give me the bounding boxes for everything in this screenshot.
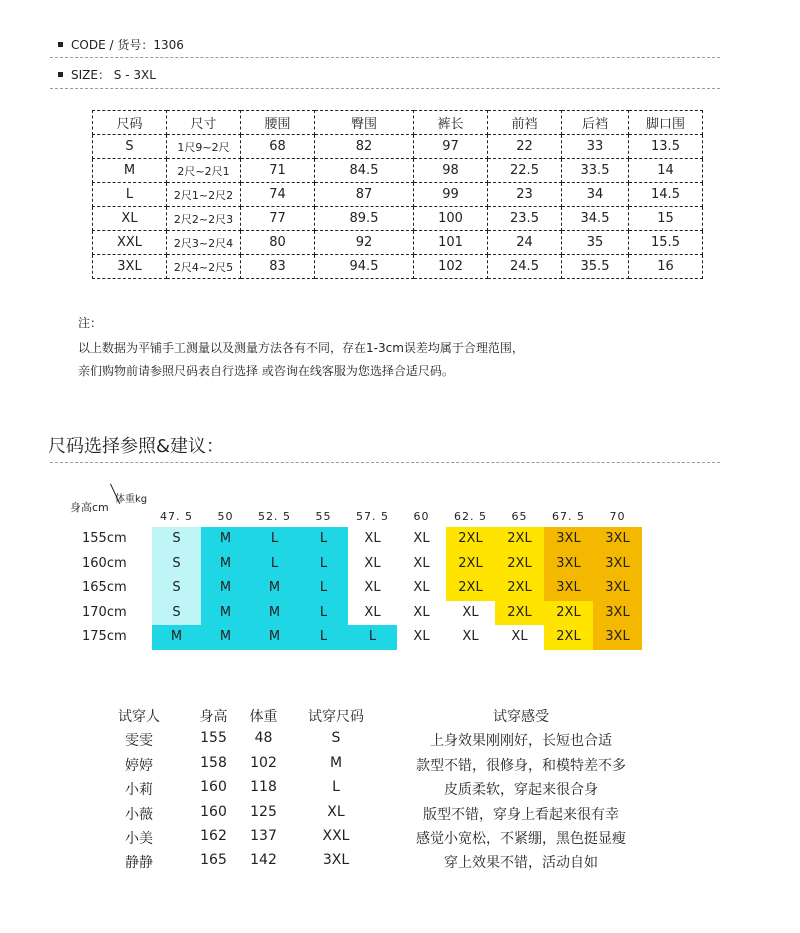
trial-cell: XXL: [322, 828, 350, 844]
trial-cell: 版型不错，穿身上看起来很有幸: [423, 806, 619, 823]
size-value-cell: 74: [241, 183, 315, 207]
trial-cell: 118: [250, 779, 277, 796]
weight-label: 62. 5: [454, 510, 487, 523]
trial-cell: 125: [250, 803, 277, 820]
divider: [50, 462, 720, 463]
weight-label: 67. 5: [552, 510, 585, 523]
size-guide-cell: M: [250, 576, 299, 601]
size-value-cell: 83: [241, 255, 315, 279]
section-title: 尺码选择参照&建议：: [48, 436, 225, 457]
trial-cell: 小薇: [125, 806, 153, 823]
trial-cell: 上身效果刚刚好，长短也合适: [430, 733, 612, 750]
trial-cell: 款型不错，很修身，和模特差不多: [416, 757, 626, 774]
size-value-cell: 14.5: [629, 183, 703, 207]
weight-label: 55: [315, 510, 332, 523]
col-header: 腰围: [241, 111, 315, 135]
bullet-icon: [58, 72, 63, 77]
size-value-cell: 68: [241, 135, 315, 159]
size-guide-cell: M: [201, 527, 250, 552]
size-table-row: [93, 135, 703, 159]
trial-cell: 137: [250, 828, 277, 844]
size-guide-cell: 3XL: [593, 625, 642, 650]
size-value-cell: 15: [629, 207, 703, 231]
size-value-cell: 22.5: [488, 159, 562, 183]
size-guide-cell: XL: [397, 601, 446, 626]
trial-cell: 48: [254, 730, 273, 747]
trial-cell: 102: [250, 754, 277, 771]
size-value-cell: 24: [488, 231, 562, 255]
size-guide-cell: M: [250, 601, 299, 626]
size-guide-cell: XL: [397, 552, 446, 577]
trial-cell: 165: [200, 852, 227, 869]
size-value-cell: 2尺2~2尺3: [167, 207, 241, 231]
trial-header: 试穿感受: [493, 709, 549, 725]
size-value-cell: 80: [241, 231, 315, 255]
size-guide-cell: XL: [348, 527, 397, 552]
weight-label: 47. 5: [160, 510, 193, 523]
size-value-cell: 22: [488, 135, 562, 159]
note-line-1: 以上数据为平铺手工测量以及测量方法各有不同，存在1-3cm误差均属于合理范围，: [78, 341, 524, 355]
weight-label: 65: [511, 510, 528, 523]
size-value-cell: 94.5: [315, 255, 414, 279]
size-guide-cell: 2XL: [544, 625, 593, 650]
size-value-cell: 101: [414, 231, 488, 255]
trial-cell: 皮质柔软，穿起来很合身: [444, 782, 598, 799]
size-value-cell: 89.5: [315, 207, 414, 231]
size-value-cell: 13.5: [629, 135, 703, 159]
size-value-cell: 2尺1~2尺2: [167, 183, 241, 207]
divider: [50, 88, 720, 89]
size-value-cell: 23.5: [488, 207, 562, 231]
size-value-cell: 23: [488, 183, 562, 207]
weight-label: 60: [413, 510, 430, 523]
col-header: 尺码: [93, 111, 167, 135]
size-guide-cell: M: [201, 552, 250, 577]
size-guide-cell: 2XL: [446, 527, 495, 552]
trial-cell: L: [332, 779, 340, 796]
size-table-row: [93, 207, 703, 231]
size-guide-cell: XL: [348, 601, 397, 626]
trial-cell: 感觉小宽松，不紧绷，黑色挺显瘦: [416, 831, 626, 847]
trial-cell: 155: [200, 730, 227, 747]
size-guide-cell: L: [299, 552, 348, 577]
trial-header: 体重: [249, 709, 278, 725]
size-label-cell: L: [93, 183, 167, 207]
trial-cell: 160: [200, 779, 227, 796]
size-table-row: [93, 183, 703, 207]
size-line: [58, 66, 156, 83]
height-label: 155cm: [82, 531, 127, 546]
size-label-cell: 3XL: [93, 255, 167, 279]
size-guide-cell: 2XL: [544, 601, 593, 626]
weight-label: 57. 5: [356, 510, 389, 523]
size-guide-cell: L: [250, 527, 299, 552]
size-guide-cell: M: [201, 601, 250, 626]
note-line-2: 亲们购物前请参照尺码表自行选择 或咨询在线客服为您选择合适尺码。: [78, 364, 454, 378]
size-label-cell: S: [93, 135, 167, 159]
size-table-row: [93, 255, 703, 279]
size-table: [92, 110, 703, 279]
col-header: 后裆: [562, 111, 629, 135]
size-guide-cell: 2XL: [495, 576, 544, 601]
size-value-cell: 35: [562, 231, 629, 255]
size-value-cell: 99: [414, 183, 488, 207]
size-guide-cell: 3XL: [544, 527, 593, 552]
size-guide-cell: L: [299, 625, 348, 650]
size-table-row: [93, 159, 703, 183]
trial-cell: 3XL: [322, 852, 350, 869]
size-value-cell: 15.5: [629, 231, 703, 255]
size-label-cell: M: [93, 159, 167, 183]
trial-cell: 穿上效果不错，活动自如: [444, 855, 598, 872]
trial-cell: 婷婷: [125, 757, 153, 774]
size-guide-cell: XL: [397, 576, 446, 601]
trial-cell: 158: [200, 754, 227, 771]
size-guide-cell: XL: [446, 625, 495, 650]
trial-cell: 162: [200, 828, 227, 844]
size-guide-cell: L: [299, 576, 348, 601]
size-guide-cell: 2XL: [495, 552, 544, 577]
size-value-cell: 77: [241, 207, 315, 231]
size-guide-cell: 3XL: [544, 552, 593, 577]
size-guide-cell: XL: [495, 625, 544, 650]
size-value-cell: 2尺~2尺1: [167, 159, 241, 183]
weight-label: 70: [609, 510, 626, 523]
height-label: 170cm: [82, 604, 127, 620]
trial-cell: XL: [327, 803, 345, 820]
size-value-cell: 16: [629, 255, 703, 279]
size-value-cell: 100: [414, 207, 488, 231]
size-value-cell: 33.5: [562, 159, 629, 183]
divider: [50, 57, 720, 58]
height-label: 160cm: [82, 555, 127, 571]
trial-header: 试穿人: [118, 709, 160, 725]
size-guide-cell: S: [152, 576, 201, 601]
size-value-cell: 71: [241, 159, 315, 183]
trial-cell: 142: [250, 852, 277, 869]
size-value-cell: 84.5: [315, 159, 414, 183]
size-guide-cell: 2XL: [495, 601, 544, 626]
size-guide-cell: 3XL: [593, 576, 642, 601]
size-guide-cell: XL: [446, 601, 495, 626]
size-value-cell: 92: [315, 231, 414, 255]
size-guide-cell: XL: [397, 527, 446, 552]
col-header: 尺寸: [167, 111, 241, 135]
size-value-cell: 97: [414, 135, 488, 159]
code-line: [58, 36, 184, 53]
size-value-cell: 33: [562, 135, 629, 159]
size-table-row: [93, 231, 703, 255]
size-guide-cell: 2XL: [446, 552, 495, 577]
trial-cell: 160: [200, 803, 227, 820]
weight-label: 50: [217, 510, 234, 523]
size-value-cell: 82: [315, 135, 414, 159]
size-guide-cell: M: [201, 625, 250, 650]
col-header: 脚口围: [629, 111, 703, 135]
size-value-cell: 2尺3~2尺4: [167, 231, 241, 255]
col-header: 前裆: [488, 111, 562, 135]
size-guide-cell: 2XL: [495, 527, 544, 552]
size-guide-cell: L: [299, 527, 348, 552]
size-guide-cell: S: [152, 527, 201, 552]
size-value-cell: 34.5: [562, 207, 629, 231]
weight-axis-label: 体重kg: [115, 494, 148, 505]
weight-label: 52. 5: [258, 510, 291, 523]
size-guide-cell: 3XL: [544, 576, 593, 601]
size-guide-cell: M: [250, 625, 299, 650]
size-guide-cell: XL: [397, 625, 446, 650]
size-value-cell: 98: [414, 159, 488, 183]
trial-cell: 静静: [125, 855, 153, 872]
col-header: 裤长: [414, 111, 488, 135]
size-guide-cell: 3XL: [593, 552, 642, 577]
size-label-cell: XL: [93, 207, 167, 231]
trial-cell: 小美: [125, 831, 153, 847]
size-guide-cell: L: [299, 601, 348, 626]
size-guide-cell: XL: [348, 576, 397, 601]
size-value-cell: 14: [629, 159, 703, 183]
size-text: SIZE： S - 3XL: [71, 68, 156, 82]
size-guide-cell: L: [250, 552, 299, 577]
size-guide-cell: 3XL: [593, 601, 642, 626]
size-value-cell: 1尺9~2尺: [167, 135, 241, 159]
height-axis-label: 身高cm: [70, 501, 109, 514]
size-value-cell: 87: [315, 183, 414, 207]
size-value-cell: 24.5: [488, 255, 562, 279]
size-guide-cell: 2XL: [446, 576, 495, 601]
code-text: CODE / 货号：1306: [71, 38, 184, 52]
size-guide-cell: S: [152, 552, 201, 577]
size-guide-cell: M: [152, 625, 201, 650]
trial-cell: S: [331, 730, 341, 747]
size-table-header-row: [93, 111, 703, 135]
height-label: 165cm: [82, 580, 127, 595]
height-label: 175cm: [82, 629, 127, 644]
size-value-cell: 34: [562, 183, 629, 207]
bullet-icon: [58, 42, 63, 47]
trial-header: 试穿尺码: [308, 709, 364, 725]
note-label: 注：: [78, 316, 103, 330]
trial-header: 身高: [199, 709, 228, 725]
size-label-cell: XXL: [93, 231, 167, 255]
trial-cell: 小莉: [125, 782, 153, 799]
col-header: 臀围: [315, 111, 414, 135]
size-guide-cell: L: [348, 625, 397, 650]
trial-cell: 雯雯: [125, 733, 153, 750]
size-value-cell: 102: [414, 255, 488, 279]
size-value-cell: 2尺4~2尺5: [167, 255, 241, 279]
size-guide-cell: XL: [348, 552, 397, 577]
size-guide-cell: S: [152, 601, 201, 626]
size-guide-cell: M: [201, 576, 250, 601]
trial-cell: M: [329, 754, 343, 771]
size-guide-cell: 3XL: [593, 527, 642, 552]
size-value-cell: 35.5: [562, 255, 629, 279]
